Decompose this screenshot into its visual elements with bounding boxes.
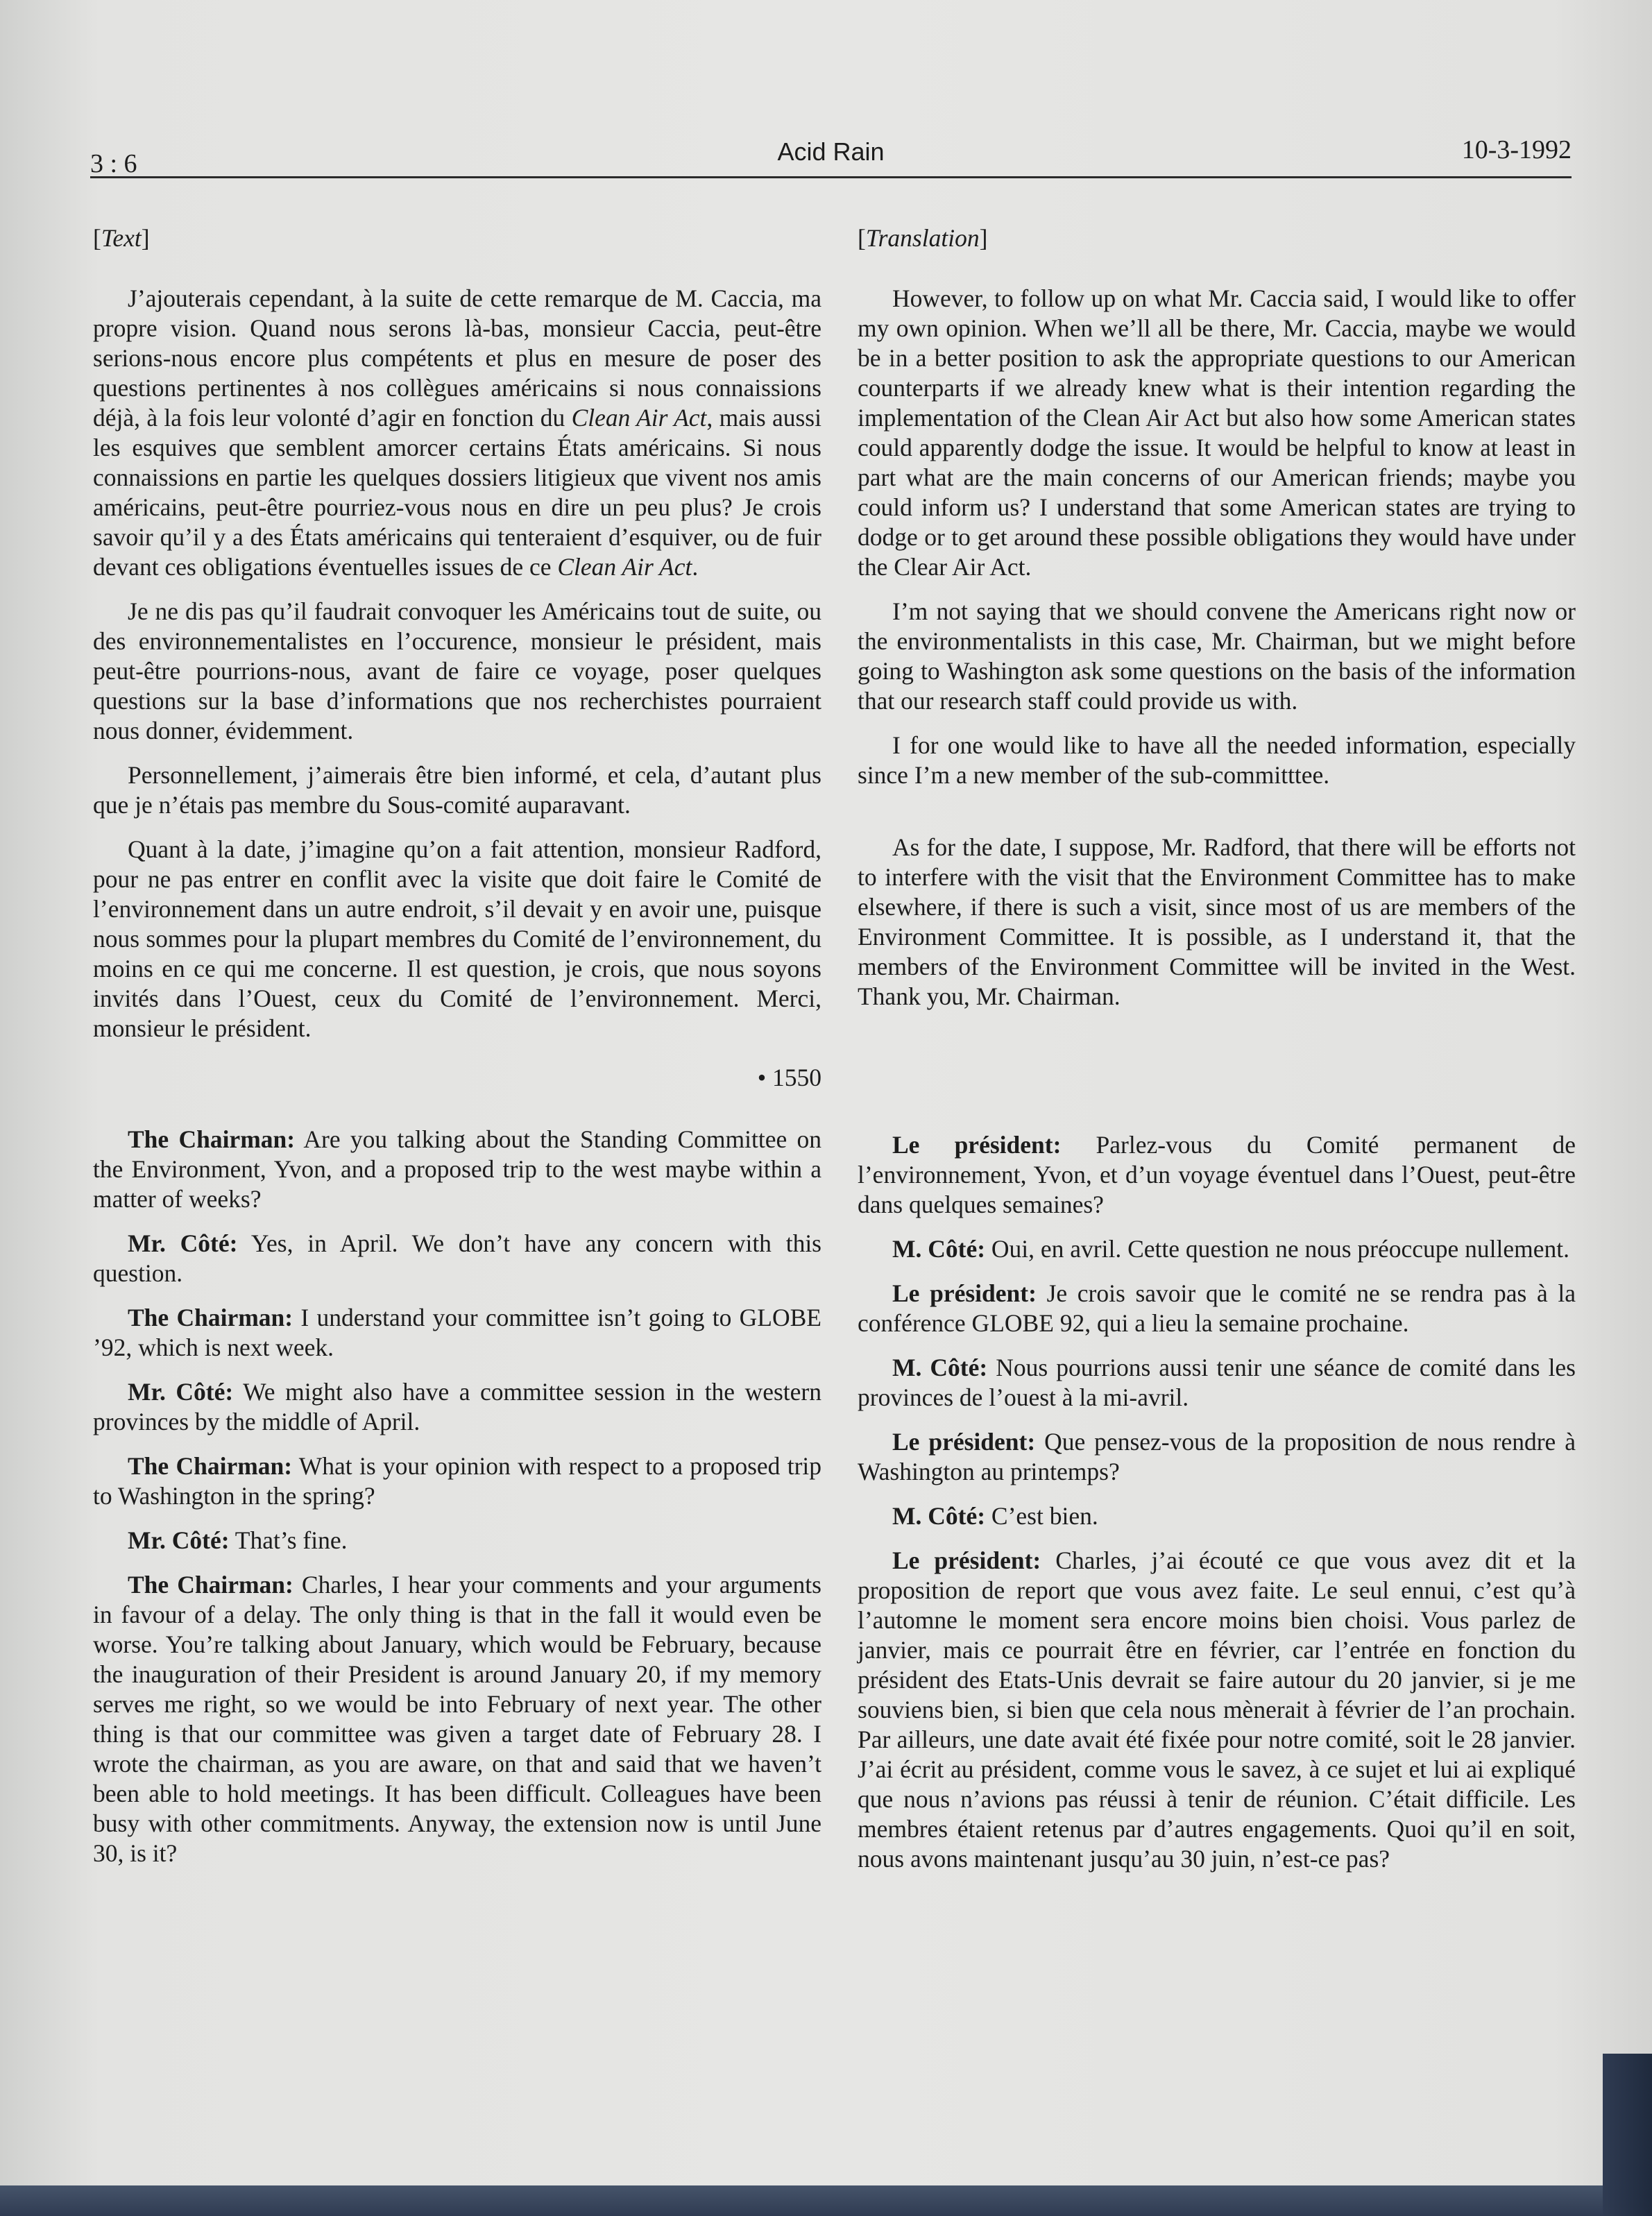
dialogue-entry: Mr. Côté: That’s fine. [128,1526,348,1554]
binder-edge-right [1603,2054,1652,2216]
dialogue-entry: M. Côté: Oui, en avril. Cette question ne nous préoccupe nullement. [892,1235,1569,1263]
document-date: 10-3-1992 [1461,135,1572,164]
page-header [90,133,1572,178]
dialogue-entry: Le président: Charles, j’ai écouté ce que vous avez dit et la proposition de report que vous avez faite. Le seul ennui, c’est qu’à l’automne le moment sera encore moins bien choisi. Vous parlez de janvier, mais ce pourrait être en février, car l’entrée en fonction du président des Etats-Unis devrait se faire autour du 20 janvier, si je me souviens bien, si bien que cela nous mènerait à février de l’an prochain. Par ailleurs, une date avait été fixée pour notre comité, soit le 28 janvier. J’ai écrit au président, comme vous le savez, à ce sujet et lui ai expliqué que nous n’avions pas réussi à tenir de réunion. C’était difficile. Les membres étaient retenus par d’autres engagements. Quoi qu’il en soit, nous avons maintenant jusqu’au 30 juin, n’est-ce pas? [858,1546,1576,1873]
speaker-name: Mr. Côté: [128,1229,238,1257]
binder-edge-bottom [0,2185,1652,2216]
paragraph: Quant à la date, j’imagine qu’on a fait attention, monsieur Radford, pour ne pas entrer en conflit avec la visite que doit faire le Comité de l’environnement dans un autre endroit, s’il devait y en avoir une, puisque nous sommes pour la plupart membres du Comité de l’environnement, du moins en ce qui me concerne. Il est question, je crois, que nous soyons invités dans l’Ouest, ceux du Comité de l’environnement. Merci, monsieur le président. [93,835,821,1042]
spacer [858,1026,1576,1130]
paragraph: I’m not saying that we should convene the Americans right now or the environmentalists in this case, Mr. Chairman, but we might before going to Washington ask some questions on the basis of the information that our research staff could provide us with. [858,597,1576,715]
right-column-translation [858,223,1576,1889]
paragraph: Je ne dis pas qu’il faudrait convoquer les Américains tout de suite, ou des environnementalistes en l’occurence, monsieur le président, mais peut-être pourrions-nous, avant de faire ce voyage, poser quelques questions sur la base d’informations que nos recherchistes pourraient nous donner, évidemment. [93,597,821,744]
dialogue-entry: Mr. Côté: We might also have a committee session in the western provinces by the middle of April. [93,1378,822,1435]
dialogue-entry: Mr. Côté: Yes, in April. We don’t have any concern with this question. [93,1229,822,1287]
speaker-name: The Chairman: [128,1452,293,1480]
left-column-text [93,223,821,1883]
dialogue-entry: M. Côté: C’est bien. [892,1502,1098,1530]
speaker-name: The Chairman: [128,1571,293,1599]
dialogue-entry: Le président: Que pensez-vous de la proposition de nous rendre à Washington au printemps? [858,1428,1576,1485]
speaker-name: Le président: [892,1131,1062,1159]
dialogue-entry: The Chairman: I understand your committee isn’t going to GLOBE ’92, which is next week. [93,1304,821,1361]
paragraph: J’ajouterais cependant, à la suite de cette remarque de M. Caccia, ma propre vision. Quand nous serons là-bas, monsieur Caccia, peut-être serions-nous encore plus compétents et plus en mesure de poser des questions pertinentes à nos collègues américains si nous connaissions déjà, à la fois leur volonté d’agir en fonction du Clean Air Act, mais aussi les esquives que semblent amorcer certains États américains. Si nous connaissions en partie les quelques dossiers litigieux que vivent nos amis américains, peut-être pourriez-vous nous en dire un peu plus? Je crois savoir qu’il y a des États américains qui tenteraient d’esquiver, ou de fuir devant ces obligations éventuelles issues de ce Clean Air Act. [93,284,821,581]
speaker-name: M. Côté: [892,1502,986,1530]
speaker-name: The Chairman: [128,1304,293,1331]
dialogue-entry: The Chairman: Charles, I hear your comments and your arguments in favour of a delay. The only thing is that in the fall it would even be worse. You’re talking about January, which would be February, because the inauguration of their President is around January 20, if my memory serves me right, so we would be into February of next year. The other thing is that our committee was given a target date of February 28. I wrote the chairman, as you are aware, on that and said that we haven’t been able to hold meetings. It has been difficult. Colleagues have been busy with other commitments. Anyway, the extension now is until June 30, is it? [93,1571,821,1867]
paragraph: I for one would like to have all the needed information, especially since I’m a new member of the sub-committtee. [858,731,1576,789]
dialogue-entry: The Chairman: Are you talking about the Standing Committee on the Environment, Yvon, and a proposed trip to the west maybe within a matter of weeks? [93,1125,821,1213]
dialogue-entry: Le président: Parlez-vous du Comité permanent de l’environnement, Yvon, et d’un voyage éventuel dans l’Ouest, peut-être dans quelques semaines? [858,1131,1576,1218]
document-title: Acid Rain [777,137,885,166]
page-number: 3 : 6 [90,149,137,178]
speaker-name: Le président: [892,1546,1041,1574]
paragraph: As for the date, I suppose, Mr. Radford, that there will be efforts not to interfere with the visit that the Environment Committee has to make elsewhere, if there is such a visit, since most of us are members of the Environment Committee. It is possible, as I understand it, that the members of the Environment Committee will be invited in the West. Thank you, Mr. Chairman. [858,833,1576,1010]
dialogue-entry: M. Côté: Nous pourrions aussi tenir une séance de comité dans les provinces de l’ouest à la mi-avril. [858,1354,1576,1411]
speaker-name: The Chairman: [128,1125,296,1153]
speaker-name: Mr. Côté: [128,1378,234,1406]
time-marker: • 1550 [757,1064,821,1091]
dialogue-entry: The Chairman: What is your opinion with respect to a proposed trip to Washington in the spring? [93,1452,821,1510]
speaker-name: M. Côté: [892,1354,988,1381]
dialogue-entry: Le président: Je crois savoir que le comité ne se rendra pas à la conférence GLOBE 92, qui a lieu la semaine prochaine. [858,1279,1576,1337]
section-label-translation: [Translation] [858,224,988,252]
paragraph: However, to follow up on what Mr. Caccia said, I would like to offer my own opinion. When we’ll all be there, Mr. Caccia, maybe we would be in a better position to ask the appropriate questions to our American counterparts if we already knew what is their intention regarding the implementation of the Clean Air Act but also how some American states could apparently dodge the issue. It would be helpful to know at least in part what are the main concerns of our American friends; maybe you could inform us? I understand that some American states are trying to dodge or to get around these possible obligations they would have under the Clear Air Act. [858,284,1576,581]
paragraph: Personnellement, j’aimerais être bien informé, et cela, d’autant plus que je n’étais pas membre du Sous-comité auparavant. [93,761,821,819]
speaker-name: Mr. Côté: [128,1526,230,1554]
speaker-name: M. Côté: [892,1235,986,1263]
spacer [858,805,1576,833]
speaker-name: Le président: [892,1428,1036,1456]
section-label-text: [Text] [93,224,150,252]
speaker-name: Le président: [892,1279,1037,1307]
